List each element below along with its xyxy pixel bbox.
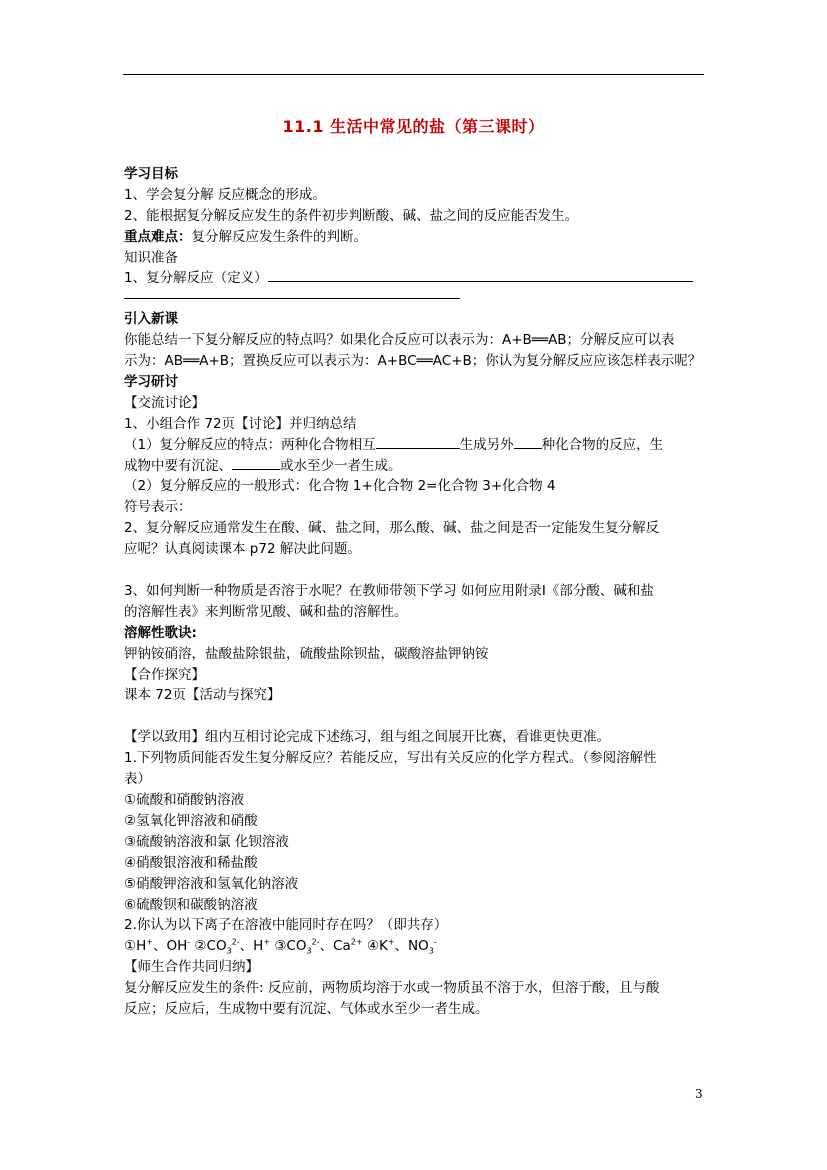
text-line: （2）复分解反应的一般形式：化合物 1+化合物 2=化合物 3+化合物 4 xyxy=(124,478,556,495)
text-line: 钾钠铵硝溶，盐酸盐除银盐，硫酸盐除钡盐，碳酸溶盐钾钠铵 xyxy=(124,645,489,662)
ion-text: ②CO xyxy=(190,938,227,955)
list-item: ①硫酸和硝酸钠溶液 xyxy=(124,792,245,809)
key-points-label: 重点难点： xyxy=(124,228,192,245)
ion-subscript: 3 xyxy=(306,946,312,956)
ion-charge: + xyxy=(146,937,153,947)
answer-blank[interactable] xyxy=(514,435,542,449)
text-line: 示为：AB══A+B；置换反应可以表示为：A+BC══AC+B；你认为复分解反应应该怎样表示呢？ xyxy=(124,353,702,370)
heading-learning-goals: 学习目标 xyxy=(124,166,178,182)
text-fragment: （1）复分解反应的特点：两种化合物相互 xyxy=(124,436,376,453)
ion-charge: - xyxy=(187,937,191,947)
document-body xyxy=(124,164,704,1020)
key-points-text: 复分解反应发生条件的判断。 xyxy=(191,228,367,245)
text-fragment: 种化合物的反应，生 xyxy=(541,436,664,453)
text-line: 2、复分解反应通常发生在酸、碱、盐之间，那么酸、碱、盐之间是否一定能发生复分解反 xyxy=(124,520,660,537)
ion-charge: 2+ xyxy=(350,937,363,947)
text-line: 反应；反应后，生成物中要有沉淀、气体或水至少一者生成。 xyxy=(124,1000,489,1017)
list-item: ⑤硝酸钾溶液和氢氧化钠溶液 xyxy=(124,875,299,892)
heading-solubility-rhyme: 溶解性歌诀: xyxy=(124,624,197,641)
ion-list xyxy=(124,936,704,957)
text-line: 2.你认为以下离子在溶液中能同时存在吗？（即共存） xyxy=(124,917,448,934)
heading-new-lesson: 引入新课 xyxy=(124,311,178,328)
text-line: 表） xyxy=(124,771,151,788)
definition-label: 1、复分解反应（定义） xyxy=(124,270,268,287)
ion-text: ④K xyxy=(362,938,388,955)
page-title: 11.1 生活中常见的盐（第三课时） xyxy=(282,117,545,136)
ion-charge: + xyxy=(263,937,271,947)
answer-blank-continued[interactable] xyxy=(124,289,704,309)
ion-text: 、NO xyxy=(394,938,429,955)
text-line: 【合作探究】 xyxy=(124,666,205,683)
text-line: 1、学会复分解 反应概念的形成。 xyxy=(124,186,326,203)
text-line: 【学以致用】组内互相讨论完成下述练习，组与组之间展开比赛，看谁更快更准。 xyxy=(124,729,610,746)
text-line: 2、能根据复分解反应发生的条件初步判断酸、碱、盐之间的反应能否发生。 xyxy=(124,207,579,224)
text-line: 复分解反应发生的条件: 反应前，两物质均溶于水或一物质虽不溶于水，但溶于酸，且与酸 xyxy=(124,980,660,997)
ion-charge: 2- xyxy=(311,937,320,947)
list-item: ③硫酸钠溶液和氯 化钡溶液 xyxy=(124,833,289,850)
text-line: 1、小组合作 72页【讨论】并归纳总结 xyxy=(124,415,357,432)
list-item: ④硝酸银溶液和稀盐酸 xyxy=(124,854,258,871)
ion-subscript: 3 xyxy=(428,946,434,956)
ion-charge: - xyxy=(433,937,437,947)
header-rule xyxy=(123,74,704,75)
text-line: 课本 72页【活动与探究】 xyxy=(124,687,281,704)
ion-text: 、Ca xyxy=(319,938,351,955)
text-line: 【交流讨论】 xyxy=(124,394,205,411)
ion-charge: 2- xyxy=(231,937,240,947)
key-points-line xyxy=(124,227,704,248)
ion-text: ③CO xyxy=(270,938,307,955)
answer-blank[interactable] xyxy=(232,456,280,470)
definition-line xyxy=(124,268,704,289)
text-fragment: 成物中要有沉淀、 xyxy=(124,457,232,474)
ion-text: ①H xyxy=(124,938,147,955)
list-item: ②氢氧化钾溶液和硝酸 xyxy=(124,812,258,829)
ion-charge: + xyxy=(387,937,395,947)
heading-study: 学习研讨 xyxy=(124,374,178,391)
text-line: 知识准备 xyxy=(124,249,178,266)
text-line: 你能总结一下复分解反应的特点吗？如果化合反应可以表示为：A+B══AB；分解反应可以表 xyxy=(124,332,675,349)
text-line: 1.下列物质间能否发生复分解反应？若能反应，写出有关反应的化学方程式。（参阅溶解性 xyxy=(124,750,657,767)
answer-blank[interactable] xyxy=(268,269,693,282)
text-fragment: 生成另外 xyxy=(459,436,514,453)
text-line: 应呢？认真阅读课本 p72 解决此问题。 xyxy=(124,541,361,558)
text-line: 3、如何判断一种物质是否溶于水呢？在教师带领下学习 如何应用附录Ⅰ《部分酸、碱和盐 xyxy=(124,583,654,600)
text-line: 的溶解性表》来判断常见酸、碱和盐的溶解性。 xyxy=(124,603,408,620)
page-number: 3 xyxy=(695,1087,703,1101)
ion-text: 、OH xyxy=(152,938,188,955)
ion-text: 、H xyxy=(239,938,264,955)
ion-subscript: 3 xyxy=(226,946,232,956)
text-line: 【师生合作共同归纳】 xyxy=(124,959,259,976)
text-fragment: 或水至少一者生成。 xyxy=(280,457,402,474)
list-item: ⑥硫酸钡和碳酸钠溶液 xyxy=(124,896,258,913)
text-line: 符号表示： xyxy=(124,499,192,516)
answer-blank[interactable] xyxy=(376,435,460,449)
fill-in-line xyxy=(124,456,704,477)
fill-in-line xyxy=(124,435,704,456)
